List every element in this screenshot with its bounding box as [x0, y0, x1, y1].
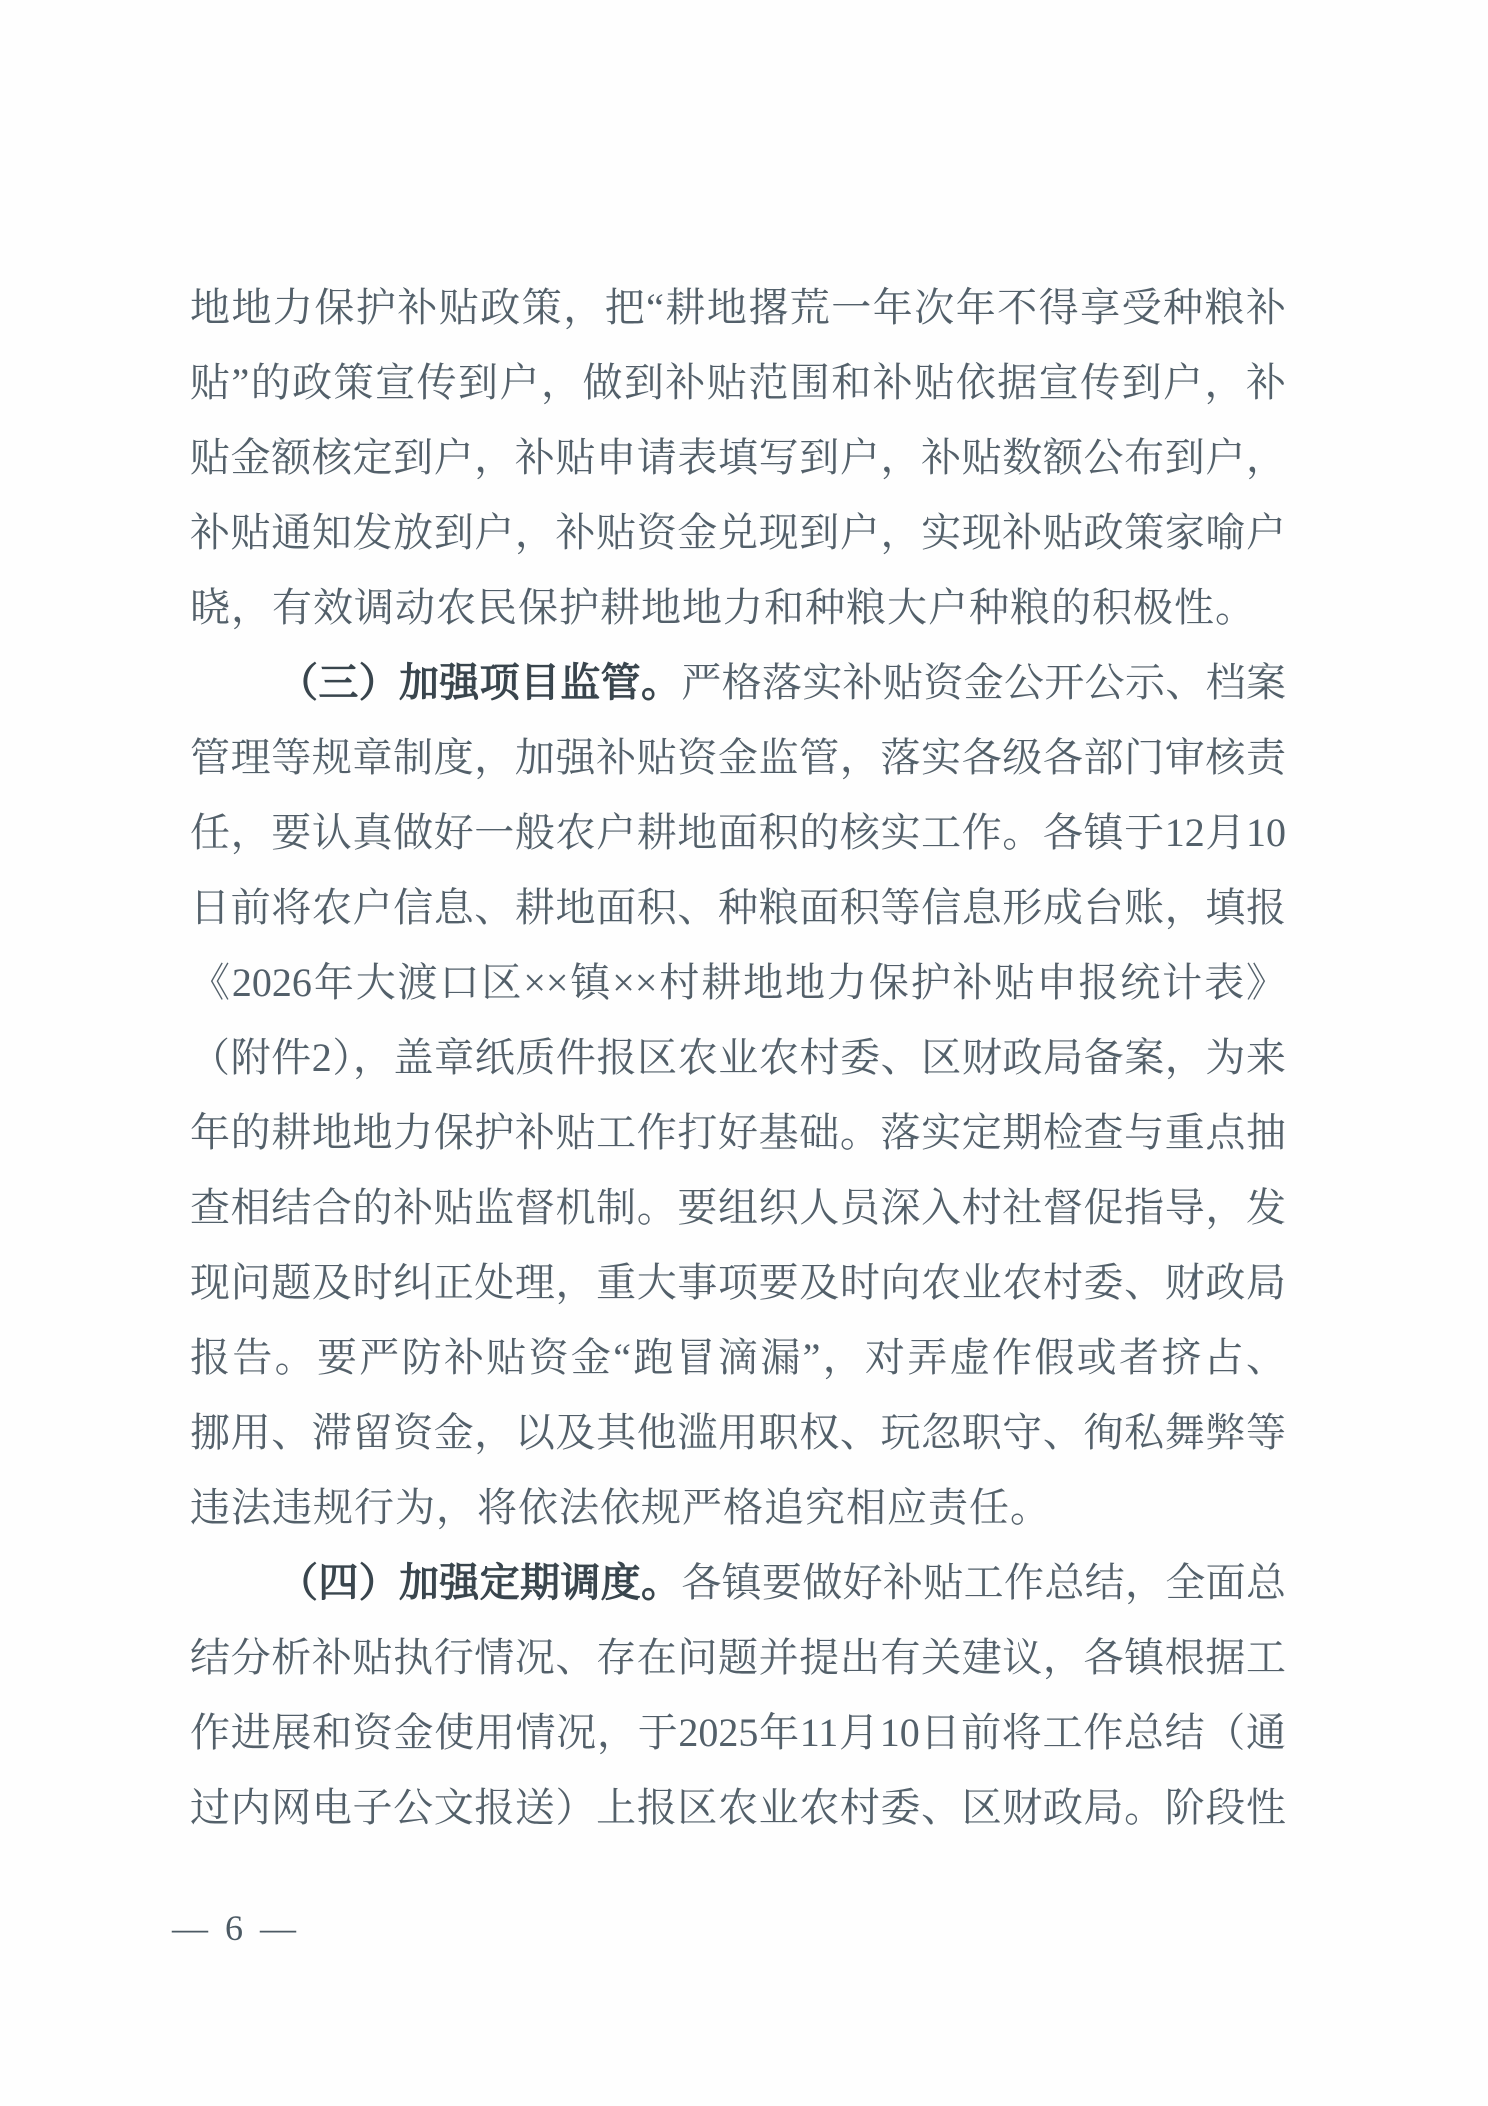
text-line — [190, 720, 1286, 795]
text-line — [190, 1395, 1286, 1470]
line-text: 查相结合的补贴监督机制。要组织人员深入村社督促指导，发 — [190, 1185, 1286, 1230]
text-line — [190, 1620, 1286, 1695]
text-line — [190, 795, 1286, 870]
text-line — [190, 1020, 1286, 1095]
line-text: 挪用、滞留资金，以及其他滥用职权、玩忽职守、徇私舞弊等 — [190, 1410, 1286, 1455]
line-text: 严格落实补贴资金公开公示、档案 — [681, 660, 1286, 705]
text-line-paragraph-end — [190, 570, 1286, 645]
line-text: 贴”的政策宣传到户，做到补贴范围和补贴依据宣传到户，补 — [190, 360, 1286, 405]
line-text: 晓，有效调动农民保护耕地地力和种粮大户种粮的积极性。 — [190, 585, 1256, 630]
line-text: 管理等规章制度，加强补贴资金监管，落实各级各部门审核责 — [190, 735, 1286, 780]
line-text: 任，要认真做好一般农户耕地面积的核实工作。各镇于12月10 — [190, 810, 1286, 855]
text-line — [190, 870, 1286, 945]
line-text: 报告。要严防补贴资金“跑冒滴漏”，对弄虚作假或者挤占、 — [190, 1335, 1286, 1380]
text-line-section-heading — [190, 1545, 1286, 1620]
text-line — [190, 1770, 1286, 1845]
line-text: 贴金额核定到户，补贴申请表填写到户，补贴数额公布到户， — [190, 435, 1286, 480]
line-text: 过内网电子公文报送）上报区农业农村委、区财政局。阶段性 — [190, 1785, 1286, 1830]
line-text: 年的耕地地力保护补贴工作打好基础。落实定期检查与重点抽 — [190, 1110, 1286, 1155]
section-4-heading: （四）加强定期调度。 — [278, 1560, 682, 1605]
text-line — [190, 1320, 1286, 1395]
text-line-section-heading — [190, 645, 1286, 720]
section-3-heading: （三）加强项目监管。 — [278, 660, 682, 705]
line-text: 违法违规行为，将依法依规严格追究相应责任。 — [190, 1485, 1051, 1530]
page-number: — 6 — — [172, 1908, 300, 1948]
text-line — [190, 420, 1286, 495]
line-text: 现问题及时纠正处理，重大事项要及时向农业农村委、财政局 — [190, 1260, 1286, 1305]
text-line — [190, 270, 1286, 345]
line-text: （附件2），盖章纸质件报区农业农村委、区财政局备案，为来 — [190, 1035, 1286, 1080]
text-line — [190, 1695, 1286, 1770]
text-line — [190, 495, 1286, 570]
line-text: 各镇要做好补贴工作总结，全面总 — [681, 1560, 1286, 1605]
text-line-table-title — [190, 945, 1286, 1020]
text-line — [190, 1245, 1286, 1320]
line-text: 作进展和资金使用情况，于2025年11月10日前将工作总结（通 — [190, 1710, 1286, 1755]
line-text: 《2026年大渡口区××镇××村耕地地力保护补贴申报统计表》 — [190, 960, 1286, 1005]
line-text: 结分析补贴执行情况、存在问题并提出有关建议，各镇根据工 — [190, 1635, 1286, 1680]
line-text: 地地力保护补贴政策，把“耕地撂荒一年次年不得享受种粮补 — [190, 285, 1286, 330]
text-line — [190, 1170, 1286, 1245]
text-line — [190, 345, 1286, 420]
document-text-body — [190, 270, 1286, 1845]
text-line — [190, 1095, 1286, 1170]
line-text: 补贴通知发放到户，补贴资金兑现到户，实现补贴政策家喻户 — [190, 510, 1286, 555]
text-line-paragraph-end — [190, 1470, 1286, 1545]
line-text: 日前将农户信息、耕地面积、种粮面积等信息形成台账，填报 — [190, 885, 1286, 930]
